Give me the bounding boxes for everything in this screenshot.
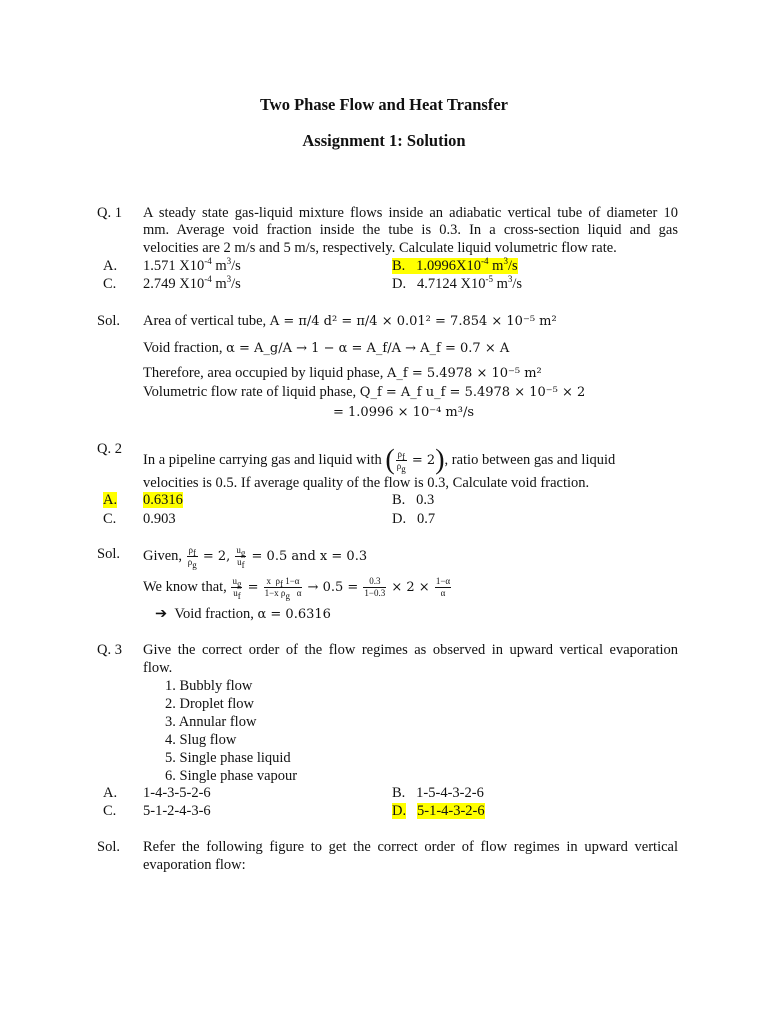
list-item: 5. Single phase liquid: [165, 750, 291, 766]
solution-label: Sol.: [97, 839, 120, 855]
option-letter: C.: [103, 511, 117, 527]
option-value: 0.903: [143, 511, 176, 527]
solution-label: Sol.: [97, 313, 120, 329]
solution-line: Volumetric flow rate of liquid phase, Q_f = A_f u_f = 5.4978 × 10⁻⁵ × 2: [143, 384, 586, 400]
option-value: B. 1-5-4-3-2-6: [392, 785, 484, 801]
document-title: Two Phase Flow and Heat Transfer: [260, 95, 508, 114]
question-number: Q. 1: [97, 205, 122, 221]
solution-line: Area of vertical tube, A = π/4 d² = π/4 × 0.01² = 7.854 × 10⁻⁵ m²: [143, 313, 557, 329]
question-number: Q. 3: [97, 642, 122, 658]
arrow-right-icon: ➔: [155, 606, 168, 622]
solution-line: Therefore, area occupied by liquid phase, A_f = 5.4978 × 10⁻⁵ m²: [143, 365, 542, 381]
option-value: 1-4-3-5-2-6: [143, 785, 211, 801]
option-correct: A.: [103, 492, 118, 508]
option-letter: A.: [103, 785, 118, 801]
question-text-line: Give the correct order of the flow regimes as observed in upward vertical evaporation: [143, 642, 678, 658]
option-correct-value: 0.6316: [143, 492, 183, 508]
list-item: 2. Droplet flow: [165, 696, 254, 712]
list-item: 4. Slug flow: [165, 732, 237, 748]
question-text-line: velocities are 2 m/s and 5 m/s, respectively. Calculate liquid volumetric flow rate.: [143, 240, 617, 256]
solution-line: Given, $\frac{\rho_f}{\rho_g}$ = 2, $\frac{u_g}{u_f}$ = 0.5 and x = 0.3: [143, 545, 368, 570]
list-item: 1. Bubbly flow: [165, 678, 253, 694]
solution-line: Refer the following figure to get the correct order of flow regimes in upward vertical: [143, 839, 678, 855]
option-letter: A.: [103, 258, 118, 274]
question-text-line: mm. Average void fraction inside the tube is 0.3. In a cross-section liquid and gas: [143, 222, 678, 238]
option-letter: C.: [103, 803, 117, 819]
option-value: D. 0.7: [392, 511, 436, 527]
solution-result: ➔ Void fraction, α = 0.6316: [155, 606, 331, 622]
solution-line: Void fraction, α = A_g/A → 1 − α = A_f/A → A_f = 0.7 × A: [143, 340, 510, 356]
option-correct: D. 5-1-4-3-2-6: [392, 803, 485, 819]
list-item: 6. Single phase vapour: [165, 768, 298, 784]
solution-line: evaporation flow:: [143, 857, 246, 873]
list-item: 3. Annular flow: [165, 714, 257, 730]
document-subtitle: Assignment 1: Solution: [302, 131, 466, 150]
question-text-line: velocities is 0.5. If average quality of the flow is 0.3, Calculate void fraction.: [143, 475, 590, 491]
option-correct: B. $1.0996X10^{-4}$ $m^3/s$: [392, 256, 518, 274]
option-value: 5-1-2-4-3-6: [143, 803, 211, 819]
option-value: D. 4.7124 $X10^{-5}$ $m^3/s$: [392, 274, 523, 292]
solution-line: We know that, $\frac{u_g}{u_f}$ = $\frac{x \rho_f 1-\alpha}{1-x \rho_g \alpha}$ → 0.5 = $\frac{0.3}{1-0.3}$ × 2 × $\frac{1-\alpha}{\alpha}$: [143, 576, 451, 601]
question-text-line: A steady state gas-liquid mixture flows inside an adiabatic vertical tube of diameter 10: [143, 205, 678, 221]
option-value: B. 0.3: [392, 492, 435, 508]
flow-regime-list: [165, 678, 297, 786]
solution-line: = 1.0996 × 10⁻⁴ m³/s: [333, 405, 475, 420]
question-text-line: In a pipeline carrying gas and liquid with ( $\frac{\rho_f}{\rho_g}$ = 2), ratio between gas and liquid: [143, 444, 616, 476]
question-number: Q. 2: [97, 441, 122, 457]
option-value: 2.749 $X10^{-4}$ $m^3/s$: [143, 274, 241, 292]
option-value: 1.571 $X10^{-4}$ $m^3/s$: [143, 256, 241, 274]
question-text-line: flow.: [143, 660, 173, 676]
solution-label: Sol.: [97, 546, 120, 562]
option-letter: C.: [103, 276, 117, 292]
